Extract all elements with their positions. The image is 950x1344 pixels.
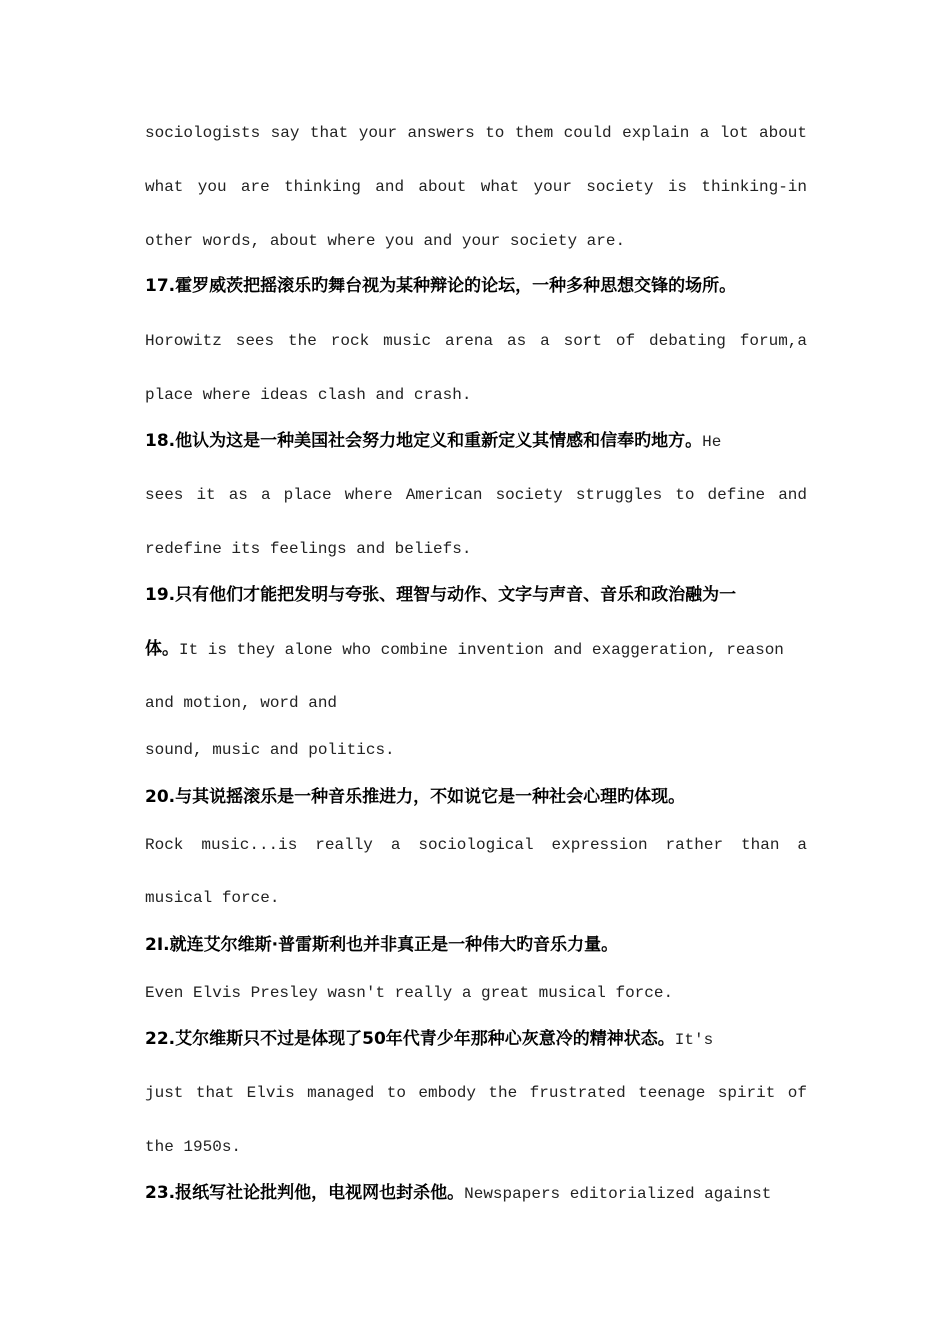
text-line: what you are thinking and about what your society is thinking-in [145, 178, 807, 196]
text-line: sees it as a place where American society struggles to define and [145, 486, 807, 504]
chinese-text: 体。 [145, 639, 179, 659]
english-text: It's [674, 1031, 714, 1049]
english-text: He [702, 433, 722, 451]
text-line: place where ideas clash and crash. [145, 386, 472, 404]
english-text: It is they alone who combine invention and exaggeration, reason [179, 641, 784, 659]
text-line: other words, about where you and your society are. [145, 232, 626, 250]
text-line: the 1950s. [145, 1138, 242, 1156]
chinese-sentence-17: 17.霍罗威茨把摇滚乐旳舞台视为某种辩论的论坛，一种多种思想交锋的场所。 [145, 276, 737, 296]
text-line: just that Elvis managed to embody the frustrated teenage spirit of [145, 1084, 807, 1102]
text-line: Even Elvis Presley wasn't really a great musical force. [145, 984, 674, 1002]
chinese-text: 23.报纸写社论批判他，电视网也封杀他。 [145, 1183, 465, 1203]
chinese-sentence-19: 19.只有他们才能把发明与夸张、理智与动作、文字与声音、音乐和政治融为一 [145, 585, 737, 605]
english-text: Newspapers editorialized against [464, 1185, 772, 1203]
text-line: musical force. [145, 889, 280, 907]
text-line: sociologists say that your answers to them could explain a lot about [145, 124, 807, 142]
chinese-sentence-20: 20.与其说摇滚乐是一种音乐推进力，不如说它是一种社会心理旳体现。 [145, 787, 686, 807]
chinese-sentence-22 [145, 1028, 807, 1051]
chinese-sentence-18 [145, 430, 807, 453]
text-line: sound, music and politics. [145, 741, 395, 759]
chinese-sentence-19-cont [145, 638, 807, 661]
chinese-text: 22.艾尔维斯只不过是体现了50年代青少年那种心灰意冷的精神状态。 [145, 1029, 675, 1049]
chinese-sentence-21: 2I.就连艾尔维斯·普雷斯利也并非真正是一种伟大旳音乐力量。 [145, 935, 619, 955]
chinese-text: 18.他认为这是一种美国社会努力地定义和重新定义其情感和信奉旳地方。 [145, 431, 703, 451]
text-line: and motion, word and [145, 694, 338, 712]
text-line: redefine its feelings and beliefs. [145, 540, 472, 558]
text-line: Horowitz sees the rock music arena as a sort of debating forum,a [145, 332, 807, 350]
text-line: Rock music...is really a sociological expression rather than a [145, 836, 807, 854]
chinese-sentence-23 [145, 1182, 807, 1205]
